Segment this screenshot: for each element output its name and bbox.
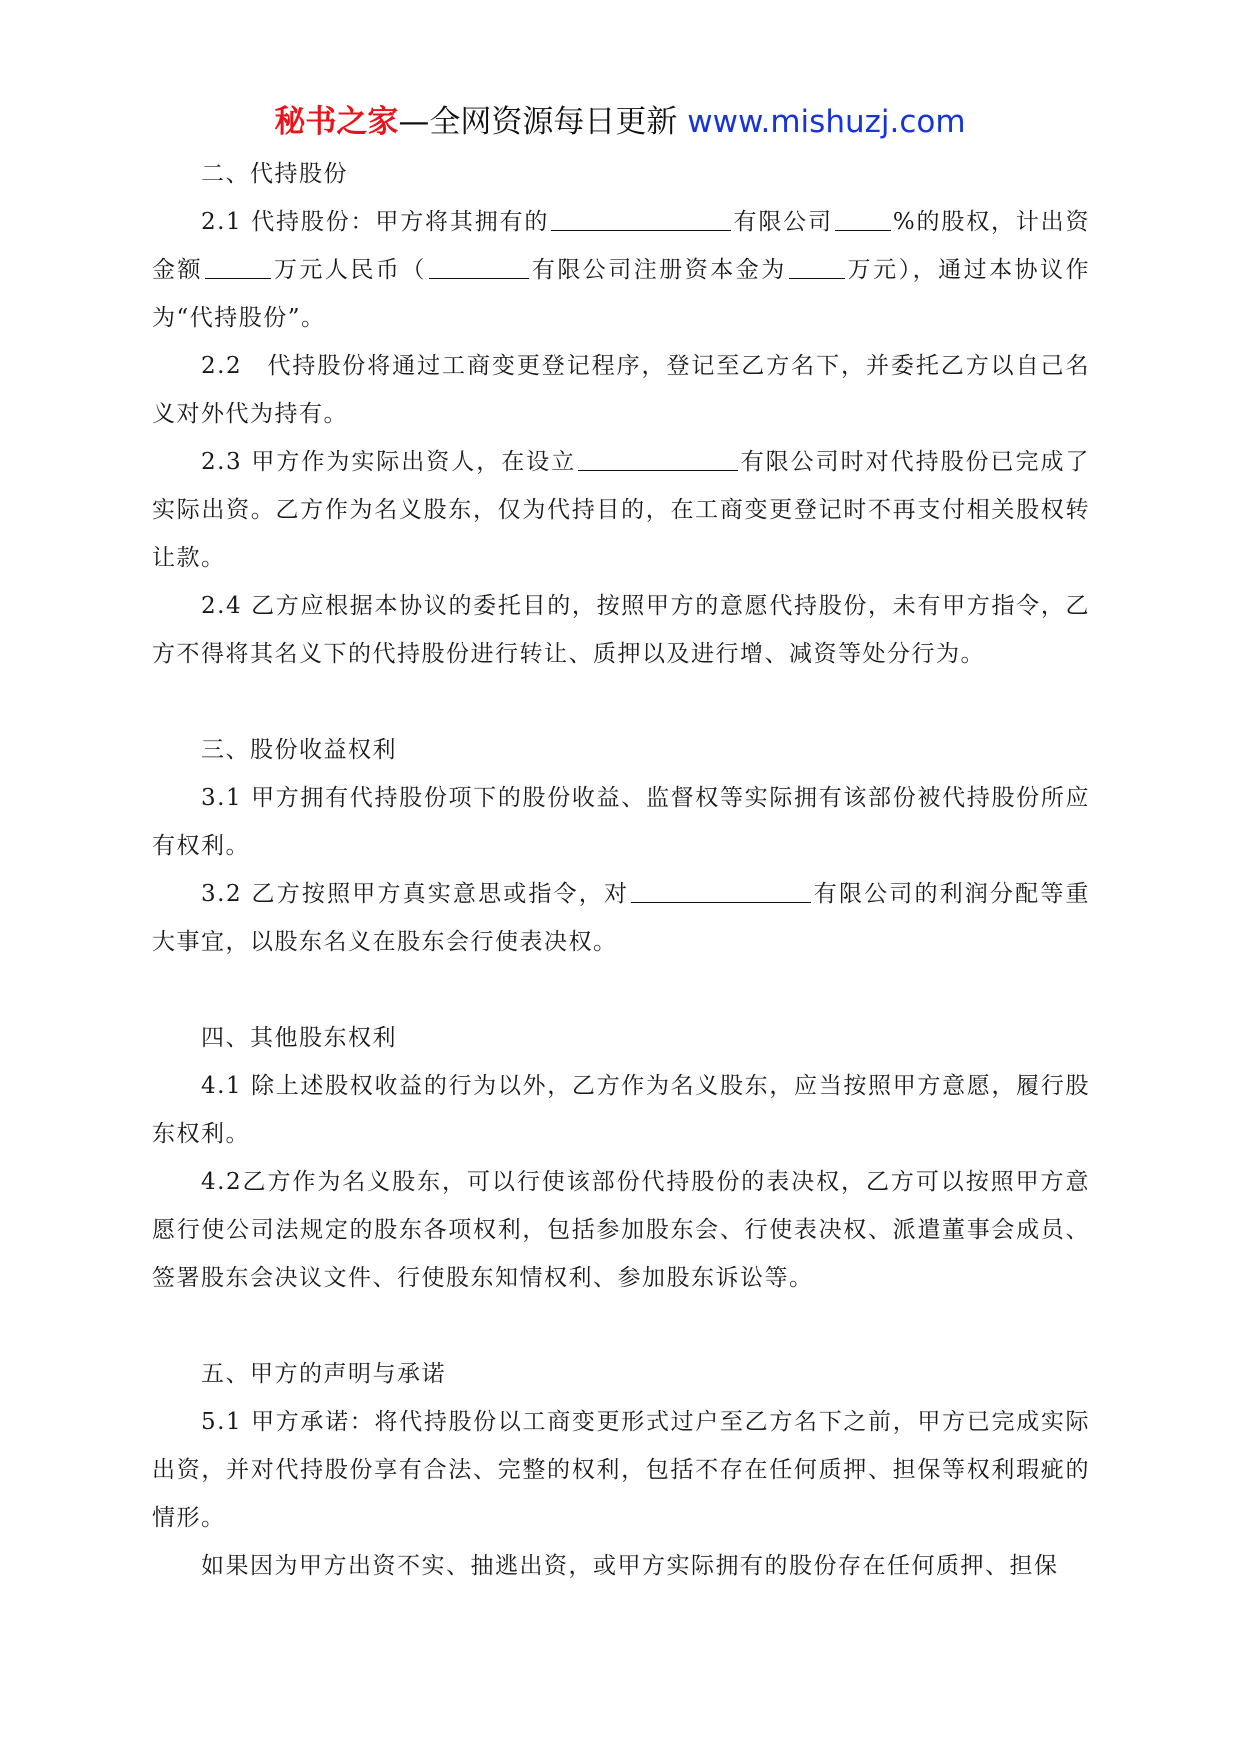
clause-3-2: 3.2 乙方按照甲方真实意思或指令，对 有限公司的利润分配等重大事宜，以股东名义在股东会行使表决权。 bbox=[152, 881, 1091, 955]
website-link[interactable]: www.mishuzj.com bbox=[687, 104, 966, 140]
blank-share-percent[interactable] bbox=[835, 208, 891, 231]
clause-2-4: 2.4 乙方应根据本协议的委托目的，按照甲方的意愿代持股份，未有甲方指令，乙方不得将其名义下的代持股份进行转让、质押以及进行增、减资等处分行为。 bbox=[152, 593, 1090, 667]
clause-3-1: 3.1 甲方拥有代持股份项下的股份收益、监督权等实际拥有该部份被代持股份所应有权利。 bbox=[152, 785, 1090, 859]
clause-2-1: 2.1 代持股份：甲方将其拥有的 有限公司 %的股权，计出资金额 万元人民币（ 有限公司注册资本金为 万元），通过本协议作为“代持股份”。 bbox=[152, 209, 1091, 331]
clause-2-2: 2.2 代持股份将通过工商变更登记程序，登记至乙方名下，并委托乙方以自己名义对外代为持有。 bbox=[152, 353, 1090, 427]
section-spacer bbox=[152, 1302, 1090, 1350]
clause-2-3: 2.3 甲方作为实际出资人，在设立 有限公司时对代持股份已完成了实际出资。乙方作为名义股东，仅为代持目的，在工商变更登记时不再支付相关股权转让款。 bbox=[152, 449, 1091, 571]
section-heading-4: 四、其他股东权利 bbox=[201, 1025, 397, 1051]
blank-company-name-4[interactable] bbox=[631, 880, 811, 903]
blank-company-name-2[interactable] bbox=[429, 256, 529, 279]
brand-name: 秘书之家 bbox=[274, 104, 399, 140]
clause-5-1: 5.1 甲方承诺：将代持股份以工商变更形式过户至乙方名下之前，甲方已完成实际出资，并对代持股份享有合法、完整的权利，包括不存在任何质押、担保等权利瑕疵的情形。 bbox=[152, 1409, 1090, 1531]
section-heading-2: 二、代持股份 bbox=[201, 161, 348, 187]
document-body bbox=[152, 150, 1090, 1590]
section-heading-5: 五、甲方的声明与承诺 bbox=[201, 1361, 446, 1387]
blank-registered-capital[interactable] bbox=[789, 256, 845, 279]
clause-5-1-continued: 如果因为甲方出资不实、抽逃出资，或甲方实际拥有的股份存在任何质押、担保 bbox=[201, 1553, 1059, 1579]
section-heading-3: 三、股份收益权利 bbox=[201, 737, 397, 763]
blank-company-name[interactable] bbox=[551, 208, 731, 231]
blank-company-name-3[interactable] bbox=[578, 448, 738, 471]
section-spacer bbox=[152, 678, 1090, 726]
clause-4-1: 4.1 除上述股权收益的行为以外，乙方作为名义股东，应当按照甲方意愿，履行股东权利。 bbox=[152, 1073, 1090, 1147]
section-spacer bbox=[152, 966, 1090, 1014]
clause-4-2: 4.2乙方作为名义股东，可以行使该部份代持股份的表决权，乙方可以按照甲方意愿行使公司法规定的股东各项权利，包括参加股东会、行使表决权、派遣董事会成员、签署股东会决议文件、行使股东知情权利、参加股东诉讼等。 bbox=[152, 1169, 1090, 1291]
blank-capital-amount[interactable] bbox=[205, 256, 271, 279]
header-banner bbox=[0, 100, 1240, 144]
banner-tagline: —全网资源每日更新 bbox=[398, 104, 678, 140]
